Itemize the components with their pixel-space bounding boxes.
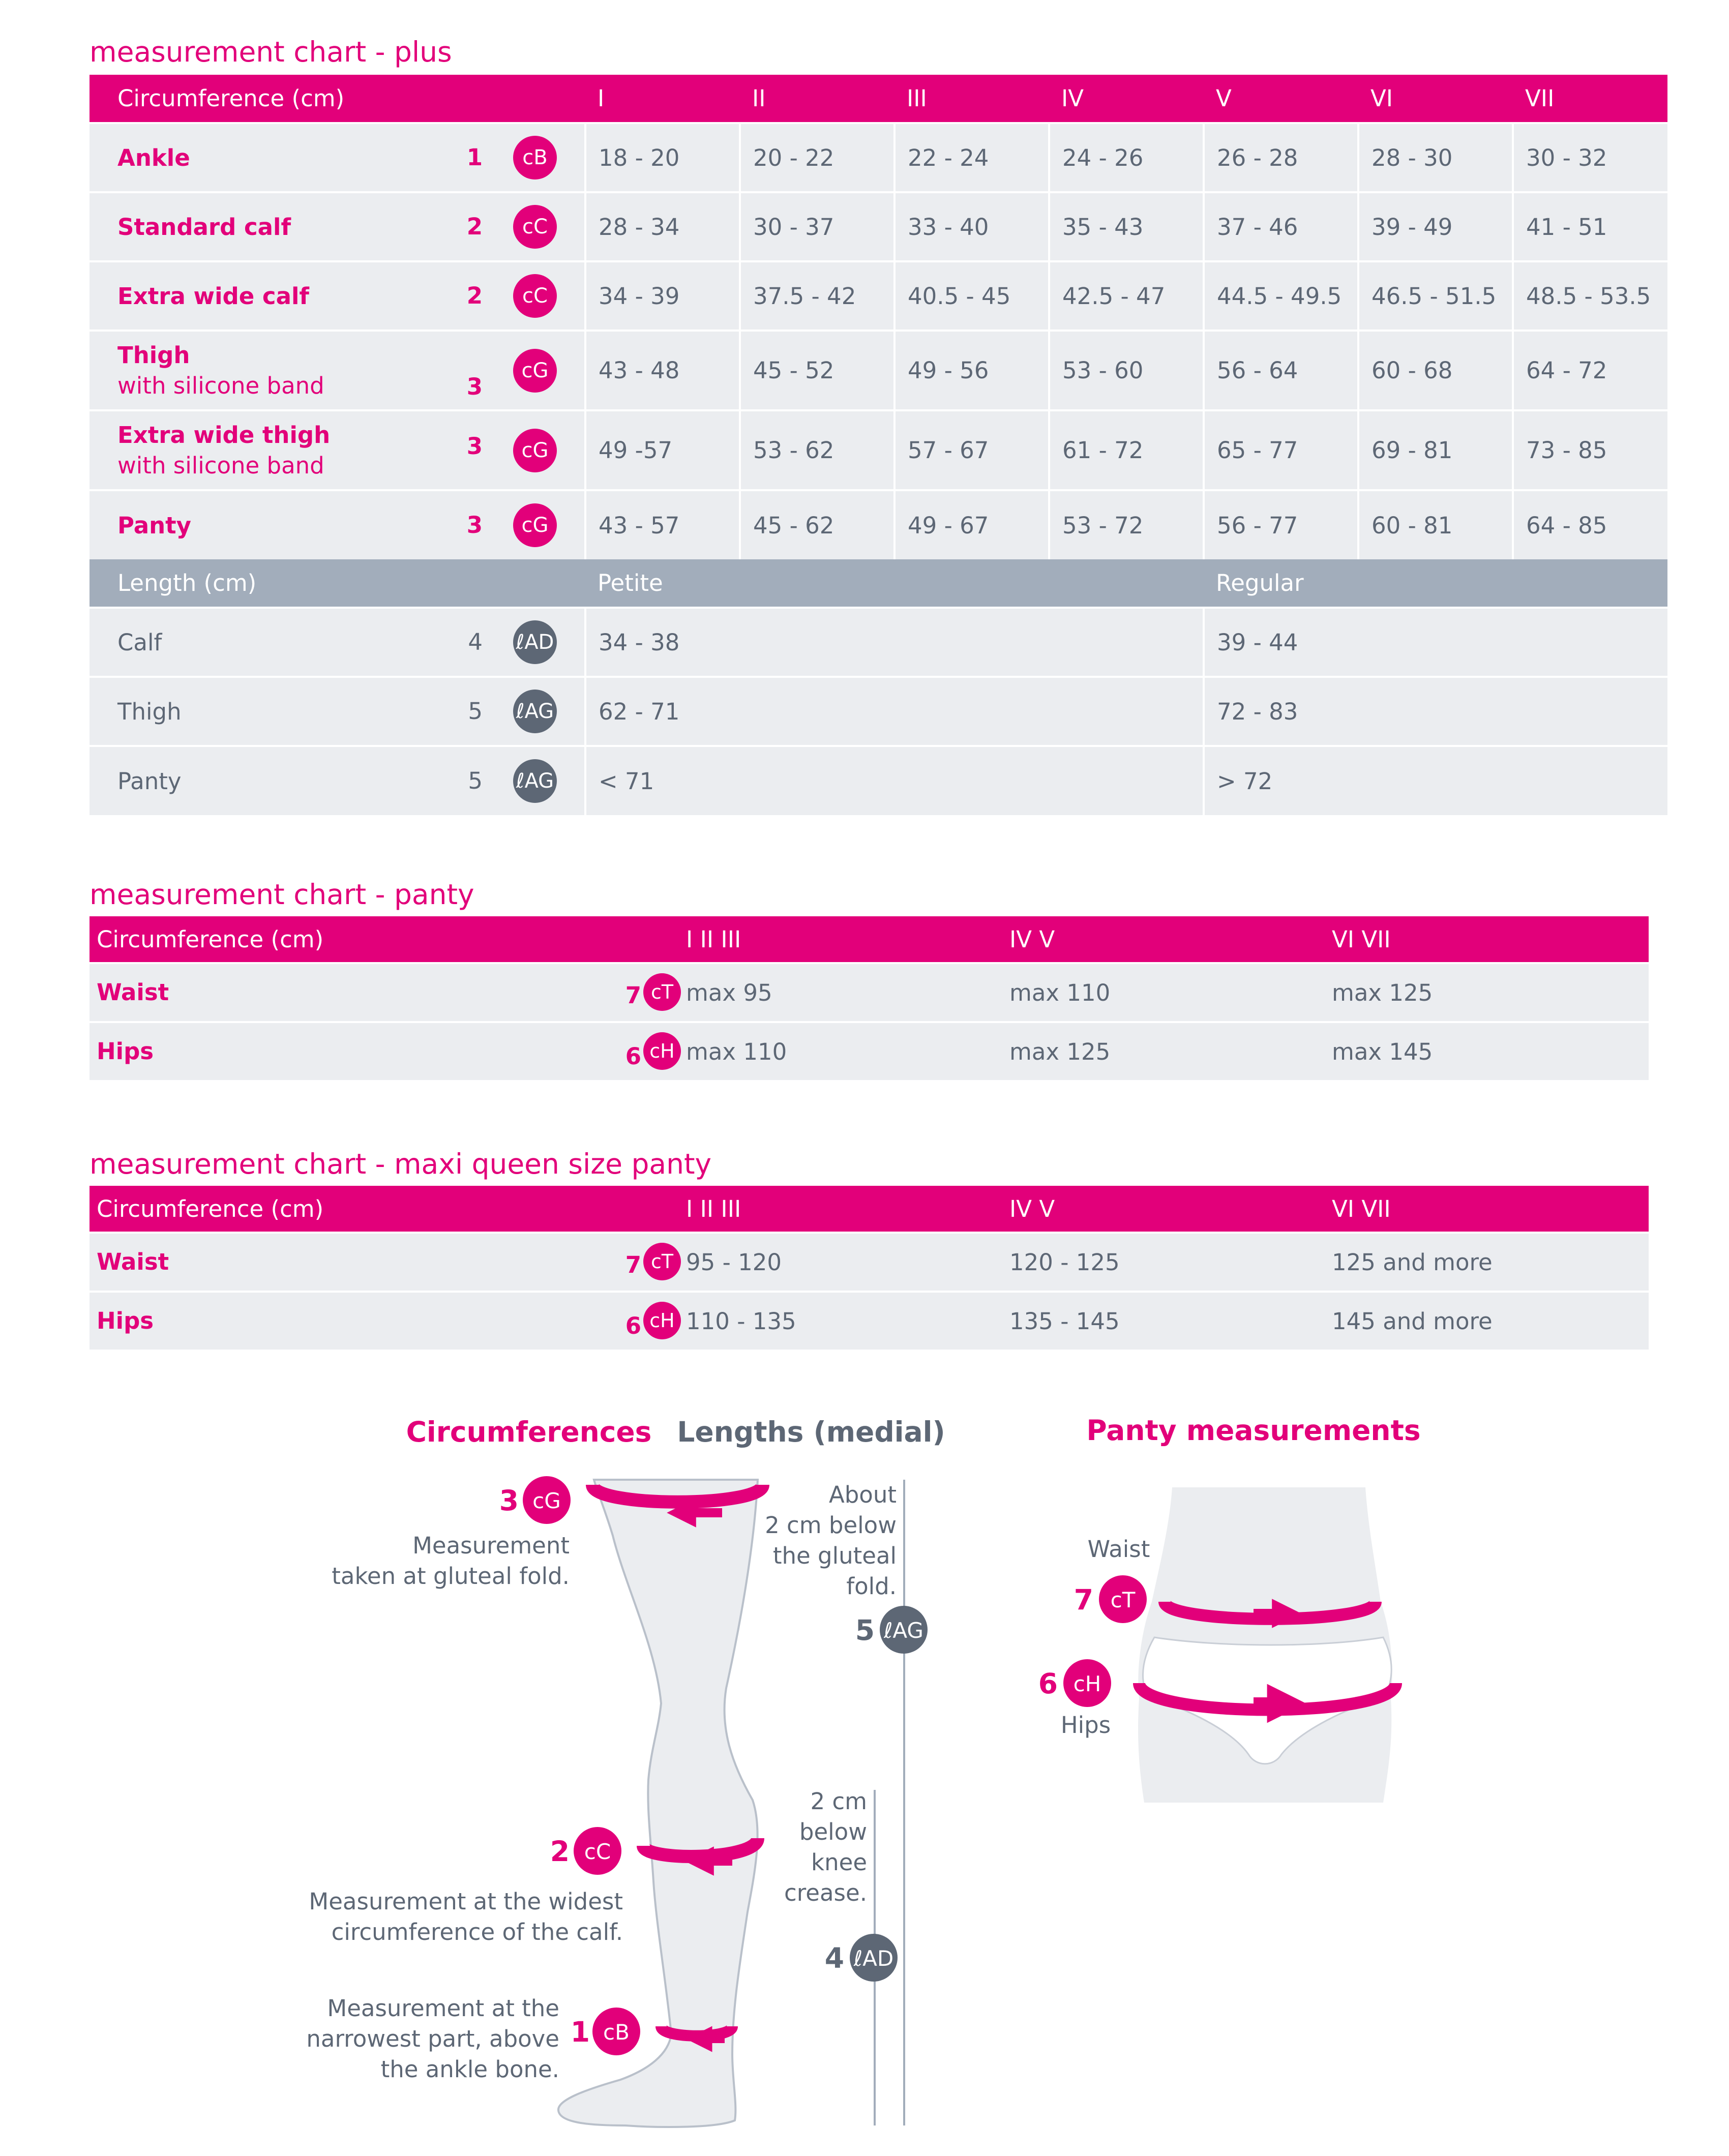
row-label: Thigh <box>90 677 496 746</box>
badge-text: cB <box>603 2020 630 2045</box>
table-cell: 35 - 43 <box>1049 192 1204 261</box>
table-cell: 39 - 44 <box>1204 608 1667 677</box>
size-header: III <box>895 75 1049 123</box>
table-cell: 18 - 20 <box>585 123 740 192</box>
table-cell: 56 - 64 <box>1204 331 1358 410</box>
size-header: V <box>1204 75 1358 123</box>
waist-label: Waist <box>1087 1536 1150 1563</box>
measure-number: 3 <box>499 1484 519 1517</box>
row-name: Panty <box>117 512 192 539</box>
circumference-badge-icon: cH <box>643 1032 681 1070</box>
table-cell: 37 - 46 <box>1204 192 1358 261</box>
size-group-header: IV V <box>1009 1186 1332 1233</box>
size-group-header: VI VII <box>1332 1186 1649 1233</box>
plus-chart-title: measurement chart - plus <box>90 36 452 68</box>
size-header: IV <box>1049 75 1204 123</box>
panty-measurements-heading: Panty measurements <box>1086 1414 1421 1447</box>
size-header: VI <box>1358 75 1513 123</box>
table-cell: 110 - 135 <box>686 1292 1009 1350</box>
table-cell: > 72 <box>1204 746 1667 815</box>
table-cell: max 145 <box>1332 1022 1649 1080</box>
row-name: Hips <box>97 1038 154 1065</box>
size-group-header: VI VII <box>1332 916 1649 963</box>
measure-number: 2 <box>466 213 483 240</box>
circumference-header: Circumference (cm) <box>90 916 686 963</box>
measure-number: 3 <box>466 373 483 400</box>
table-cell: 22 - 24 <box>895 123 1049 192</box>
size-group-header: I II III <box>686 916 1009 963</box>
table-cell: 61 - 72 <box>1049 410 1204 490</box>
table-cell: 125 and more <box>1332 1233 1649 1292</box>
table-cell: 28 - 34 <box>585 192 740 261</box>
table-cell: 43 - 48 <box>585 331 740 410</box>
ankle-note-line: narrowest part, above <box>306 2025 559 2052</box>
table-cell: 30 - 32 <box>1513 123 1667 192</box>
regular-header: Regular <box>1204 559 1667 608</box>
row-sublabel: with silicone band <box>117 452 324 479</box>
circumference-badge-icon: cG <box>513 503 557 547</box>
table-cell: 39 - 49 <box>1358 192 1513 261</box>
table-cell: 44.5 - 49.5 <box>1204 261 1358 331</box>
calf-note-line: Measurement at the widest <box>309 1888 623 1915</box>
measure-number: 3 <box>466 432 483 460</box>
table-cell: 49 -57 <box>585 410 740 490</box>
panty-chart-title: measurement chart - panty <box>90 878 474 911</box>
table-cell: 30 - 37 <box>740 192 895 261</box>
table-cell: 57 - 67 <box>895 410 1049 490</box>
calf-note-line: circumference of the calf. <box>331 1919 623 1945</box>
table-cell: 26 - 28 <box>1204 123 1358 192</box>
row-name: Waist <box>97 1248 169 1275</box>
row-sublabel: with silicone band <box>117 372 324 399</box>
ankle-note-line: Measurement at the <box>327 1995 559 2022</box>
table-cell: 60 - 81 <box>1358 490 1513 559</box>
measure-number: 7 <box>625 982 641 1009</box>
measure-number: 6 <box>625 1312 641 1339</box>
table-cell: 37.5 - 42 <box>740 261 895 331</box>
table-cell: 120 - 125 <box>1009 1233 1332 1292</box>
badge-text: ℓAG <box>884 1618 923 1643</box>
hips-label: Hips <box>1060 1712 1111 1739</box>
circumference-badge-icon: cG <box>513 349 557 393</box>
measure-number: 2 <box>550 1835 570 1868</box>
size-header: VII <box>1513 75 1667 123</box>
circumference-badge-icon: cC <box>513 205 557 249</box>
circumference-badge-icon: cG <box>513 429 557 472</box>
ad-note-line: below <box>799 1818 867 1845</box>
table-cell: 34 - 39 <box>585 261 740 331</box>
row-name: Extra wide thigh <box>117 421 331 448</box>
table-cell: 20 - 22 <box>740 123 895 192</box>
table-cell: max 110 <box>1009 963 1332 1022</box>
ag-note-line: 2 cm below <box>765 1512 897 1539</box>
table-cell: 72 - 83 <box>1204 677 1667 746</box>
row-label: Calf <box>90 608 496 677</box>
gluteal-note-line: Measurement <box>412 1532 570 1559</box>
ag-note-line: About <box>828 1481 897 1508</box>
table-cell: 28 - 30 <box>1358 123 1513 192</box>
table-cell: max 95 <box>686 963 1009 1022</box>
table-cell: 145 and more <box>1332 1292 1649 1350</box>
circumference-badge-icon: cT <box>643 1243 681 1280</box>
measure-number: 4 <box>824 1942 844 1974</box>
table-cell: 45 - 62 <box>740 490 895 559</box>
lengths-heading: Lengths (medial) <box>677 1416 945 1448</box>
measure-number: 1 <box>570 2016 590 2048</box>
table-cell: 65 - 77 <box>1204 410 1358 490</box>
badge-text: ℓAD <box>853 1946 894 1971</box>
measure-number: 2 <box>466 282 483 309</box>
table-cell: 24 - 26 <box>1049 123 1204 192</box>
table-cell: max 110 <box>686 1022 1009 1080</box>
row-name: Hips <box>97 1307 154 1334</box>
petite-header: Petite <box>585 559 1204 608</box>
table-cell: 46.5 - 51.5 <box>1358 261 1513 331</box>
table-cell: 64 - 85 <box>1513 490 1667 559</box>
table-cell: 43 - 57 <box>585 490 740 559</box>
maxi-chart-title: measurement chart - maxi queen size panty <box>90 1148 712 1180</box>
circumference-badge-icon: cH <box>643 1302 681 1339</box>
badge-text: cC <box>584 1839 611 1864</box>
table-cell: 64 - 72 <box>1513 331 1667 410</box>
row-label: Panty <box>90 746 496 815</box>
table-cell: 135 - 145 <box>1009 1292 1332 1350</box>
table-cell: 53 - 72 <box>1049 490 1204 559</box>
circumference-header: Circumference (cm) <box>90 1186 686 1233</box>
length-header: Length (cm) <box>90 559 585 608</box>
ad-note-line: 2 cm <box>810 1788 867 1815</box>
circumferences-heading: Circumferences <box>406 1416 652 1448</box>
table-cell: 48.5 - 53.5 <box>1513 261 1667 331</box>
measure-number: 4 <box>468 628 483 655</box>
table-cell: 62 - 71 <box>585 677 1204 746</box>
table-cell: 56 - 77 <box>1204 490 1358 559</box>
size-header: II <box>740 75 895 123</box>
table-cell: max 125 <box>1332 963 1649 1022</box>
measure-number: 6 <box>625 1043 641 1070</box>
ag-note-line: the gluteal <box>772 1542 897 1569</box>
ag-note-line: fold. <box>846 1573 897 1600</box>
measure-number: 5 <box>468 767 483 794</box>
row-name: Extra wide calf <box>117 282 309 310</box>
measure-number: 7 <box>625 1251 641 1278</box>
table-cell: 45 - 52 <box>740 331 895 410</box>
table-cell: 40.5 - 45 <box>895 261 1049 331</box>
table-cell: 33 - 40 <box>895 192 1049 261</box>
row-name: Standard calf <box>117 213 291 241</box>
table-cell: 41 - 51 <box>1513 192 1667 261</box>
table-cell: 69 - 81 <box>1358 410 1513 490</box>
circumference-badge-icon: cB <box>513 136 557 179</box>
circumference-header: Circumference (cm) <box>90 75 585 123</box>
table-cell: 73 - 85 <box>1513 410 1667 490</box>
badge-text: cH <box>1073 1671 1101 1696</box>
circumference-badge-icon: cT <box>643 973 681 1011</box>
badge-text: cT <box>1110 1588 1136 1612</box>
measure-number: 5 <box>855 1614 875 1646</box>
table-cell: 53 - 60 <box>1049 331 1204 410</box>
table-cell: 34 - 38 <box>585 608 1204 677</box>
row-name: Thigh <box>117 341 190 369</box>
measure-number: 5 <box>468 698 483 725</box>
badge-text: cG <box>532 1488 561 1513</box>
size-group-header: I II III <box>686 1186 1009 1233</box>
ankle-note-line: the ankle bone. <box>380 2056 559 2083</box>
size-group-header: IV V <box>1009 916 1332 963</box>
circumference-badge-icon: cC <box>513 274 557 318</box>
table-cell: 60 - 68 <box>1358 331 1513 410</box>
gluteal-note-line: taken at gluteal fold. <box>332 1563 570 1590</box>
table-cell: < 71 <box>585 746 1204 815</box>
ad-note-line: crease. <box>784 1879 867 1906</box>
size-header: I <box>585 75 740 123</box>
measure-number: 6 <box>1038 1667 1058 1700</box>
table-cell: 42.5 - 47 <box>1049 261 1204 331</box>
length-badge-icon: ℓAD <box>513 620 557 664</box>
measure-number: 1 <box>466 144 483 171</box>
length-badge-icon: ℓAG <box>513 690 557 733</box>
row-name: Waist <box>97 979 169 1006</box>
ad-note-line: knee <box>811 1849 867 1876</box>
row-name: Ankle <box>117 144 190 171</box>
table-cell: 53 - 62 <box>740 410 895 490</box>
measure-number: 7 <box>1074 1583 1093 1616</box>
table-cell: 49 - 67 <box>895 490 1049 559</box>
measure-number: 3 <box>466 512 483 538</box>
table-cell: 95 - 120 <box>686 1233 1009 1292</box>
table-cell: 49 - 56 <box>895 331 1049 410</box>
table-cell: max 125 <box>1009 1022 1332 1080</box>
length-badge-icon: ℓAG <box>513 759 557 803</box>
